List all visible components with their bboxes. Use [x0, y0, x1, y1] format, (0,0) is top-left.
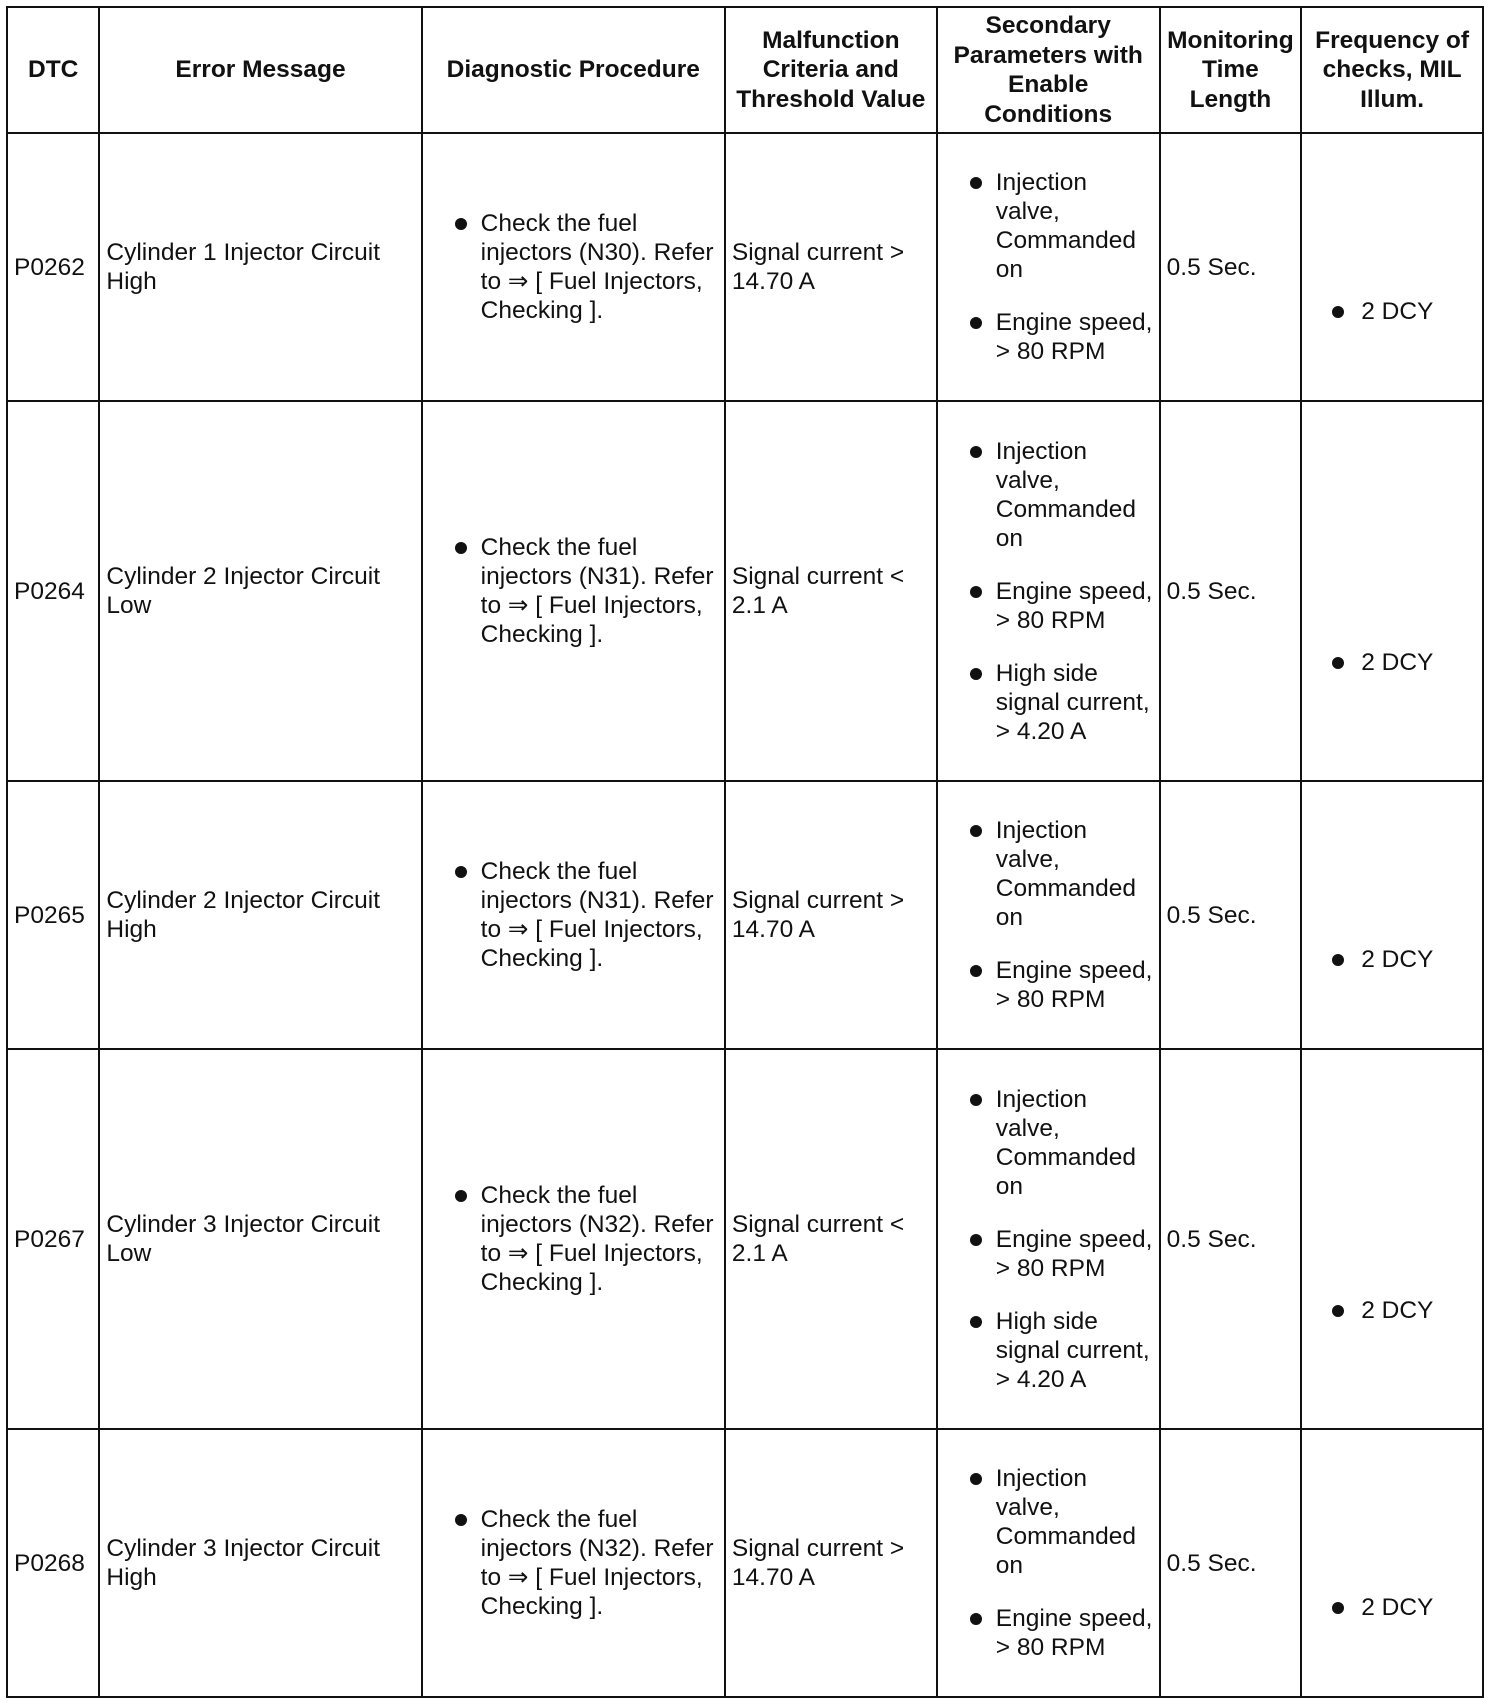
condition-item: Injection valve, Commanded on	[944, 1464, 1153, 1580]
enable-conditions-cell	[937, 133, 1160, 401]
error-message: Cylinder 3 Injector Circuit High	[99, 1429, 421, 1697]
header-monitoring-time: Monitoring Time Length	[1160, 7, 1302, 133]
error-message: Cylinder 1 Injector Circuit High	[99, 133, 421, 401]
condition-item: Engine speed, > 80 RPM	[944, 308, 1153, 366]
condition-item: Injection valve, Commanded on	[944, 1085, 1153, 1201]
table-row	[7, 401, 1483, 781]
header-row	[7, 7, 1483, 133]
frequency-item: 2 DCY	[1308, 1296, 1476, 1325]
condition-item: Injection valve, Commanded on	[944, 168, 1153, 284]
malfunction-criteria: Signal current > 14.70 A	[725, 133, 937, 401]
frequency-item: 2 DCY	[1308, 945, 1476, 974]
procedure-item: Check the fuel injectors (N31). Refer to ⇒ [ Fuel Injectors, Checking ].	[429, 533, 718, 649]
dtc-code: P0262	[7, 133, 99, 401]
condition-item: Injection valve, Commanded on	[944, 816, 1153, 932]
conditions-list	[944, 816, 1153, 1014]
condition-item: Engine speed, > 80 RPM	[944, 1225, 1153, 1283]
procedure-list	[429, 1181, 718, 1297]
frequency-cell	[1301, 781, 1483, 1049]
frequency-cell	[1301, 1429, 1483, 1697]
procedure-list	[429, 533, 718, 649]
dtc-code: P0268	[7, 1429, 99, 1697]
monitoring-time: 0.5 Sec.	[1160, 133, 1302, 401]
diagnostic-procedure-cell	[422, 1049, 725, 1429]
condition-item: High side signal current, > 4.20 A	[944, 1307, 1153, 1394]
dtc-table	[6, 6, 1484, 1698]
procedure-item: Check the fuel injectors (N32). Refer to ⇒ [ Fuel Injectors, Checking ].	[429, 1181, 718, 1297]
frequency-list	[1308, 945, 1476, 974]
condition-item: Injection valve, Commanded on	[944, 437, 1153, 553]
enable-conditions-cell	[937, 401, 1160, 781]
monitoring-time: 0.5 Sec.	[1160, 781, 1302, 1049]
table-row	[7, 1429, 1483, 1697]
procedure-list	[429, 857, 718, 973]
header-diagnostic-procedure: Diagnostic Procedure	[422, 7, 725, 133]
diagnostic-procedure-cell	[422, 401, 725, 781]
condition-item: Engine speed, > 80 RPM	[944, 577, 1153, 635]
frequency-list	[1308, 1593, 1476, 1622]
conditions-list	[944, 168, 1153, 366]
conditions-list	[944, 1464, 1153, 1662]
procedure-item: Check the fuel injectors (N31). Refer to ⇒ [ Fuel Injectors, Checking ].	[429, 857, 718, 973]
frequency-item: 2 DCY	[1308, 297, 1476, 326]
monitoring-time: 0.5 Sec.	[1160, 1049, 1302, 1429]
frequency-cell	[1301, 1049, 1483, 1429]
table-body	[7, 133, 1483, 1697]
condition-item: High side signal current, > 4.20 A	[944, 659, 1153, 746]
malfunction-criteria: Signal current > 14.70 A	[725, 1429, 937, 1697]
frequency-list	[1308, 1296, 1476, 1325]
error-message: Cylinder 3 Injector Circuit Low	[99, 1049, 421, 1429]
header-dtc: DTC	[7, 7, 99, 133]
procedure-list	[429, 1505, 718, 1621]
error-message: Cylinder 2 Injector Circuit High	[99, 781, 421, 1049]
conditions-list	[944, 437, 1153, 746]
dtc-code: P0267	[7, 1049, 99, 1429]
frequency-list	[1308, 648, 1476, 677]
malfunction-criteria: Signal current < 2.1 A	[725, 1049, 937, 1429]
monitoring-time: 0.5 Sec.	[1160, 1429, 1302, 1697]
enable-conditions-cell	[937, 1429, 1160, 1697]
header-frequency: Frequency of checks, MIL Illum.	[1301, 7, 1483, 133]
enable-conditions-cell	[937, 781, 1160, 1049]
conditions-list	[944, 1085, 1153, 1394]
table-row	[7, 1049, 1483, 1429]
header-secondary-parameters: Secondary Parameters with Enable Conditions	[937, 7, 1160, 133]
diagnostic-procedure-cell	[422, 781, 725, 1049]
diagnostic-procedure-cell	[422, 133, 725, 401]
frequency-item: 2 DCY	[1308, 1593, 1476, 1622]
frequency-cell	[1301, 133, 1483, 401]
diagnostic-procedure-cell	[422, 1429, 725, 1697]
header-malfunction-criteria: Malfunction Criteria and Threshold Value	[725, 7, 937, 133]
dtc-code: P0265	[7, 781, 99, 1049]
enable-conditions-cell	[937, 1049, 1160, 1429]
procedure-list	[429, 209, 718, 325]
frequency-item: 2 DCY	[1308, 648, 1476, 677]
error-message: Cylinder 2 Injector Circuit Low	[99, 401, 421, 781]
condition-item: Engine speed, > 80 RPM	[944, 1604, 1153, 1662]
frequency-list	[1308, 297, 1476, 326]
table-row	[7, 133, 1483, 401]
condition-item: Engine speed, > 80 RPM	[944, 956, 1153, 1014]
table-row	[7, 781, 1483, 1049]
dtc-code: P0264	[7, 401, 99, 781]
procedure-item: Check the fuel injectors (N30). Refer to ⇒ [ Fuel Injectors, Checking ].	[429, 209, 718, 325]
monitoring-time: 0.5 Sec.	[1160, 401, 1302, 781]
dtc-table-sheet	[6, 6, 1484, 1698]
header-error-message: Error Message	[99, 7, 421, 133]
malfunction-criteria: Signal current < 2.1 A	[725, 401, 937, 781]
malfunction-criteria: Signal current > 14.70 A	[725, 781, 937, 1049]
procedure-item: Check the fuel injectors (N32). Refer to ⇒ [ Fuel Injectors, Checking ].	[429, 1505, 718, 1621]
frequency-cell	[1301, 401, 1483, 781]
